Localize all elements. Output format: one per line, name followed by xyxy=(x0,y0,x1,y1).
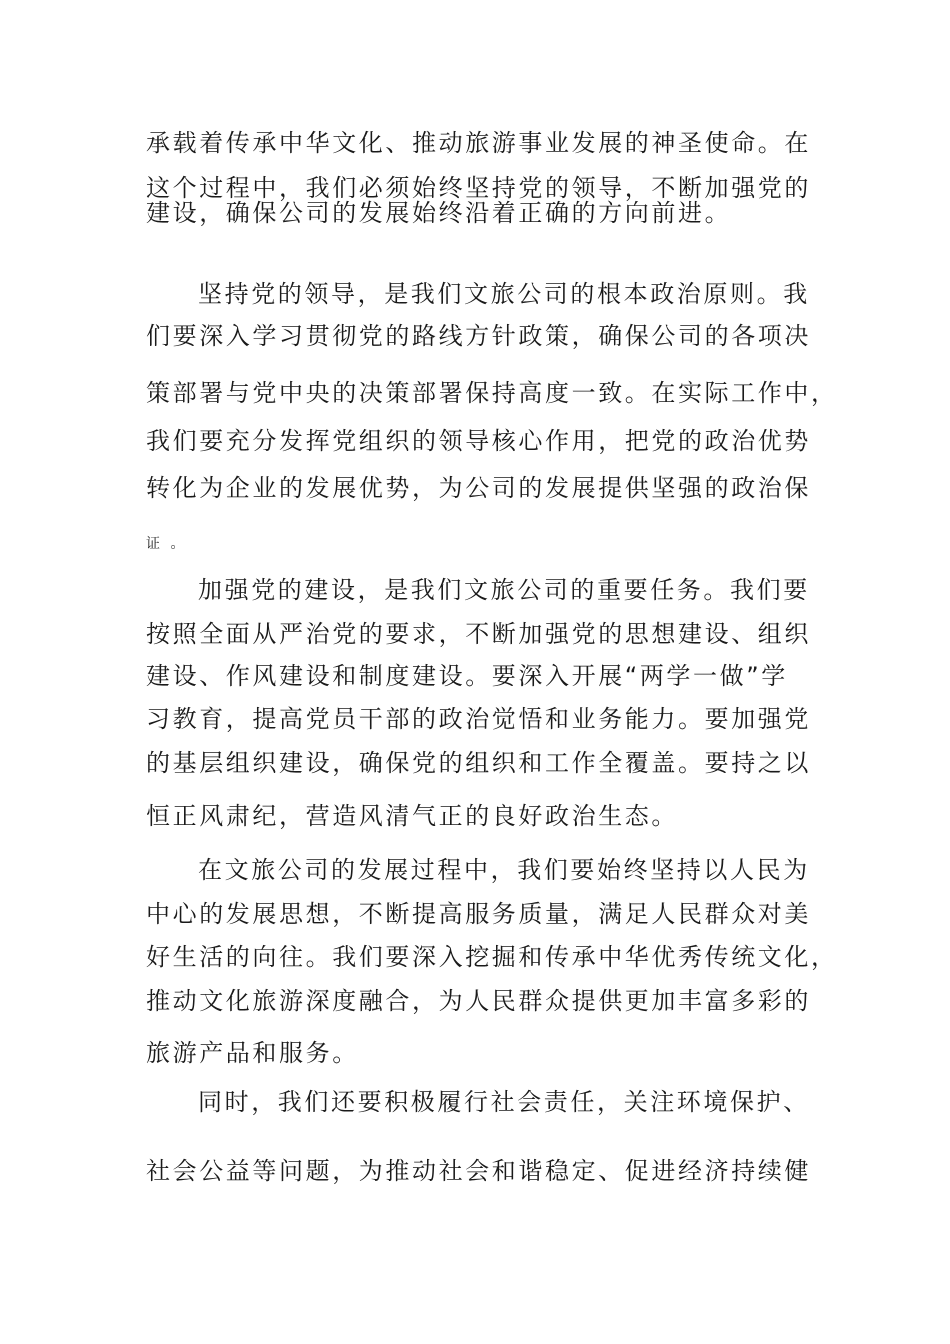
paragraph-start-line: 在文旅公司的发展过程中，我们要始终坚持以人民为 xyxy=(198,856,810,884)
text-line: 们要深入学习贯彻党的路线方针政策，确保公司的各项决 xyxy=(146,322,811,350)
text-line: 旅游产品和服务。 xyxy=(146,1039,359,1067)
paragraph-start-line: 加强党的建设，是我们文旅公司的重要任务。我们要 xyxy=(198,576,810,604)
text-line: 策部署与党中央的决策部署保持高度一致。在实际工作中， xyxy=(146,379,838,407)
paragraph-start-line: 同时，我们还要积极履行社会责任，关注环境保护、 xyxy=(198,1088,810,1116)
text-line: 我们要充分发挥党组织的领导核心作用，把党的政治优势 xyxy=(146,427,811,455)
text-line: 社会公益等问题，为推动社会和谐稳定、促进经济持续健 xyxy=(146,1157,811,1185)
text-line: 建设，确保公司的发展始终沿着正确的方向前进。 xyxy=(146,199,732,227)
text-line: 证 。 xyxy=(146,536,188,552)
text-line: 中心的发展思想，不断提高服务质量，满足人民群众对美 xyxy=(146,900,811,928)
text-line: 的基层组织建设，确保党的组织和工作全覆盖。要持之以 xyxy=(146,749,811,777)
text-line: 建设、作风建设和制度建设。要深入开展“两学一做”学 xyxy=(146,662,788,690)
text-line: 好生活的向往。我们要深入挖掘和传承中华优秀传统文化， xyxy=(146,943,838,971)
text-line: 推动文化旅游深度融合，为人民群众提供更加丰富多彩的 xyxy=(146,987,811,1015)
text-line: 恒正风肃纪，营造风清气正的良好政治生态。 xyxy=(146,802,678,830)
text-line: 这个过程中，我们必须始终坚持党的领导，不断加强党的 xyxy=(146,174,811,202)
text-line: 习教育，提高党员干部的政治觉悟和业务能力。要加强党 xyxy=(146,705,811,733)
text-line: 承载着传承中华文化、推动旅游事业发展的神圣使命。在 xyxy=(146,129,811,157)
text-line: 按照全面从严治党的要求，不断加强党的思想建设、组织 xyxy=(146,620,811,648)
text-line: 转化为企业的发展优势，为公司的发展提供坚强的政治保 xyxy=(146,474,811,502)
paragraph-start-line: 坚持党的领导，是我们文旅公司的根本政治原则。我 xyxy=(198,280,810,308)
